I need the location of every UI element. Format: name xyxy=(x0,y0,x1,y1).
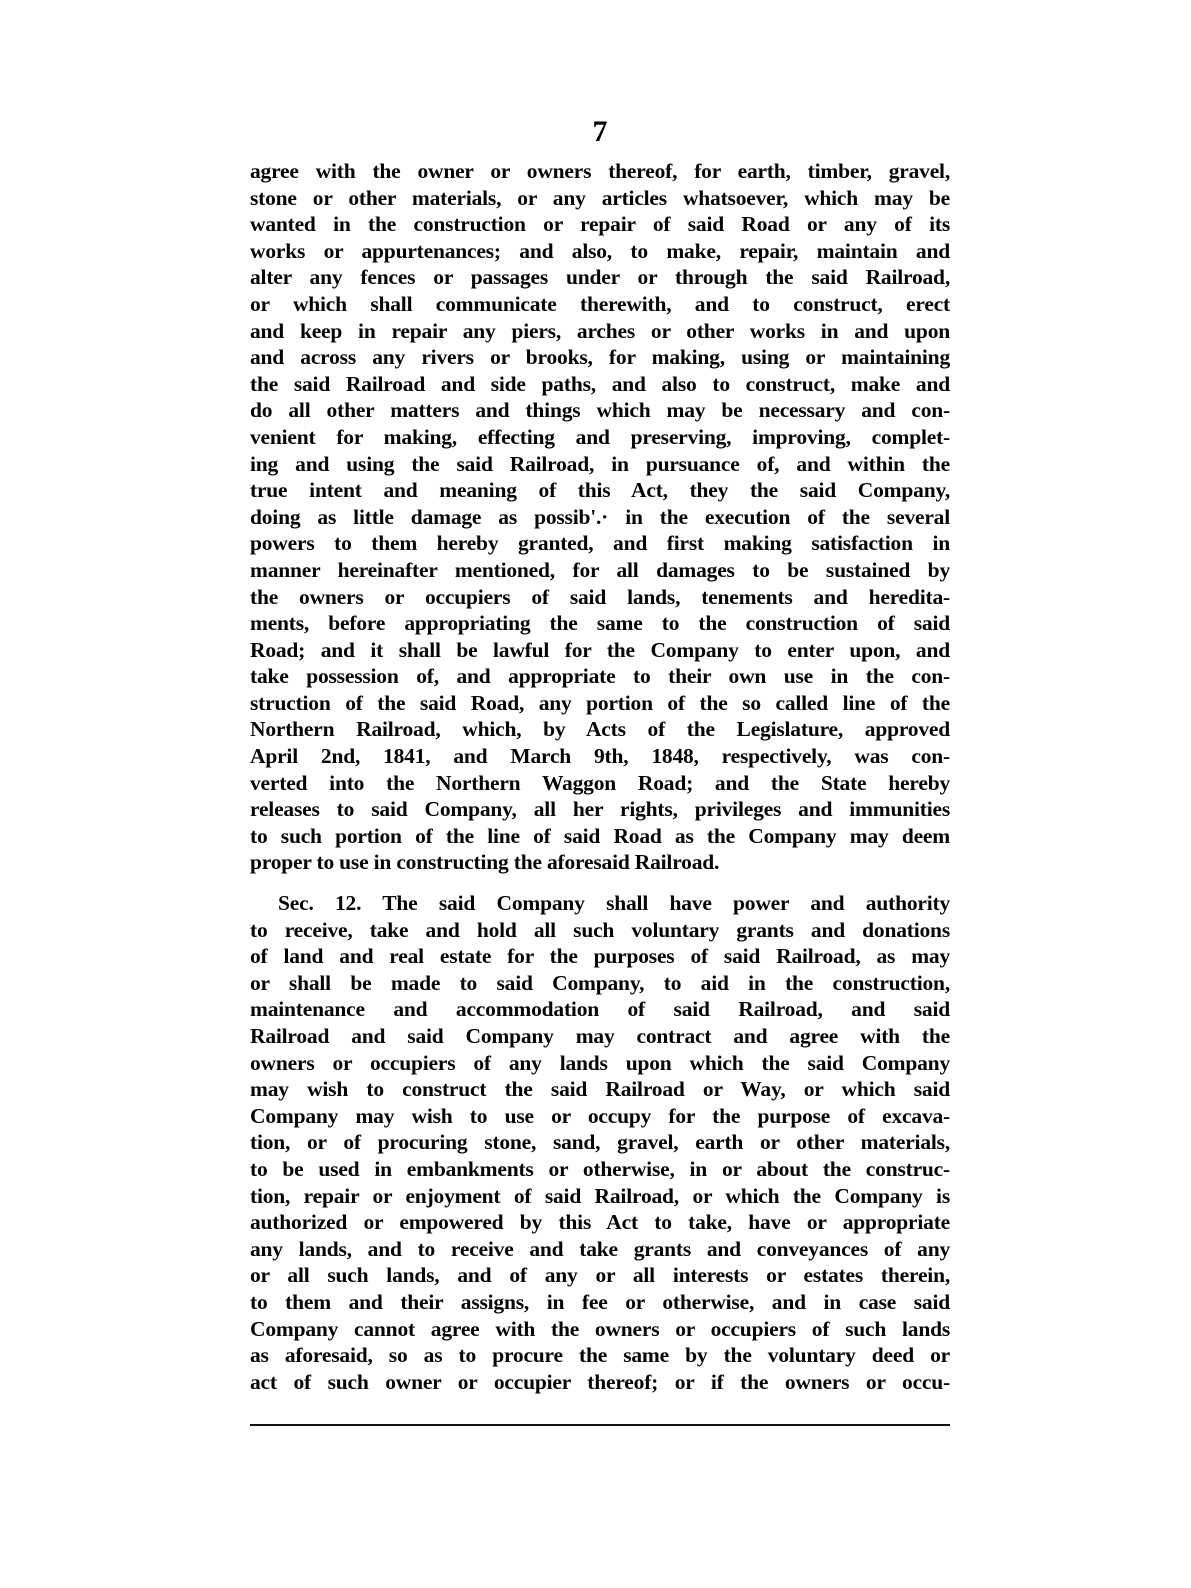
text-line: do all other matters and things which may be necessary and con- xyxy=(250,398,950,423)
text-line: ments, before appropriating the same to the construction of said xyxy=(250,611,950,636)
text-line: or shall be made to said Company, to aid in the construction, xyxy=(250,970,950,995)
text-line: alter any fences or passages under or through the said Railroad, xyxy=(250,265,950,290)
text-line: true intent and meaning of this Act, they the said Company, xyxy=(250,478,950,503)
paragraph-1 xyxy=(250,158,950,876)
text-line: as aforesaid, so as to procure the same by the voluntary deed or xyxy=(250,1343,950,1368)
text-line: of land and real estate for the purposes of said Railroad, as may xyxy=(250,944,950,969)
text-line: stone or other materials, or any articles whatsoever, which may be xyxy=(250,185,950,210)
text-line: to be used in embankments or otherwise, in or about the construc- xyxy=(250,1156,950,1181)
text-line: verted into the Northern Waggon Road; and the State hereby xyxy=(250,770,950,795)
document-page xyxy=(250,112,950,1395)
page-cut-rule xyxy=(250,1424,950,1426)
text-line: struction of the said Road, any portion of the so called line of the xyxy=(250,690,950,715)
text-line: authorized or empowered by this Act to take, have or appropriate xyxy=(250,1210,950,1235)
text-line: any lands, and to receive and take grants and conveyances of any xyxy=(250,1236,950,1261)
text-line: or which shall communicate therewith, and to construct, erect xyxy=(250,291,950,316)
text-line: and keep in repair any piers, arches or other works in and upon xyxy=(250,318,950,343)
text-line: act of such owner or occupier thereof; or if the owners or occu- xyxy=(250,1369,950,1394)
text-line: manner hereinafter mentioned, for all damages to be sustained by xyxy=(250,557,950,582)
text-line: take possession of, and appropriate to their own use in the con- xyxy=(250,664,950,689)
text-line: Road; and it shall be lawful for the Company to enter upon, and xyxy=(250,637,950,662)
text-line: agree with the owner or owners thereof, for earth, timber, gravel, xyxy=(250,159,950,183)
text-line: to receive, take and hold all such voluntary grants and donations xyxy=(250,917,950,942)
text-line: wanted in the construction or repair of said Road or any of its xyxy=(250,212,950,237)
paragraph-gap xyxy=(250,876,950,890)
text-line: proper to use in constructing the aforesaid Railroad. xyxy=(250,850,720,875)
text-line: to them and their assigns, in fee or otherwise, and in case said xyxy=(250,1289,950,1314)
text-line: releases to said Company, all her rights, privileges and immunities xyxy=(250,797,950,822)
text-line: may wish to construct the said Railroad or Way, or which said xyxy=(250,1077,950,1102)
text-line: powers to them hereby granted, and first making satisfaction in xyxy=(250,531,950,556)
text-line: doing as little damage as possib'.· in the execution of the several xyxy=(250,504,950,529)
text-line: Company cannot agree with the owners or occupiers of such lands xyxy=(250,1316,950,1341)
text-line: and across any rivers or brooks, for making, using or maintaining xyxy=(250,345,950,370)
text-line: the said Railroad and side paths, and also to construct, make and xyxy=(250,371,950,396)
text-line: Northern Railroad, which, by Acts of the Legislature, approved xyxy=(250,717,950,742)
text-line: April 2nd, 1841, and March 9th, 1848, respectively, was con- xyxy=(250,744,950,769)
section-heading-line: Sec. 12. The said Company shall have power and authority xyxy=(278,891,950,916)
text-line: owners or occupiers of any lands upon which the said Company xyxy=(250,1050,950,1075)
paragraph-2 xyxy=(250,890,950,1395)
text-line: Railroad and said Company may contract and agree with the xyxy=(250,1024,950,1048)
text-line: Company may wish to use or occupy for the purpose of excava- xyxy=(250,1103,950,1128)
text-line: works or appurtenances; and also, to make, repair, maintain and xyxy=(250,238,950,263)
text-line: tion, repair or enjoyment of said Railroad, or which the Company is xyxy=(250,1183,950,1208)
text-line: venient for making, effecting and preserving, improving, complet- xyxy=(250,424,950,449)
page-number: 7 xyxy=(592,115,608,148)
text-line: the owners or occupiers of said lands, tenements and heredita- xyxy=(250,584,950,609)
text-line: tion, or of procuring stone, sand, gravel, earth or other materials, xyxy=(250,1130,950,1155)
text-line: ing and using the said Railroad, in pursuance of, and within the xyxy=(250,451,950,476)
text-line: to such portion of the line of said Road as the Company may deem xyxy=(250,823,950,848)
text-line: maintenance and accommodation of said Railroad, and said xyxy=(250,997,950,1022)
text-line: or all such lands, and of any or all interests or estates therein, xyxy=(250,1263,950,1288)
